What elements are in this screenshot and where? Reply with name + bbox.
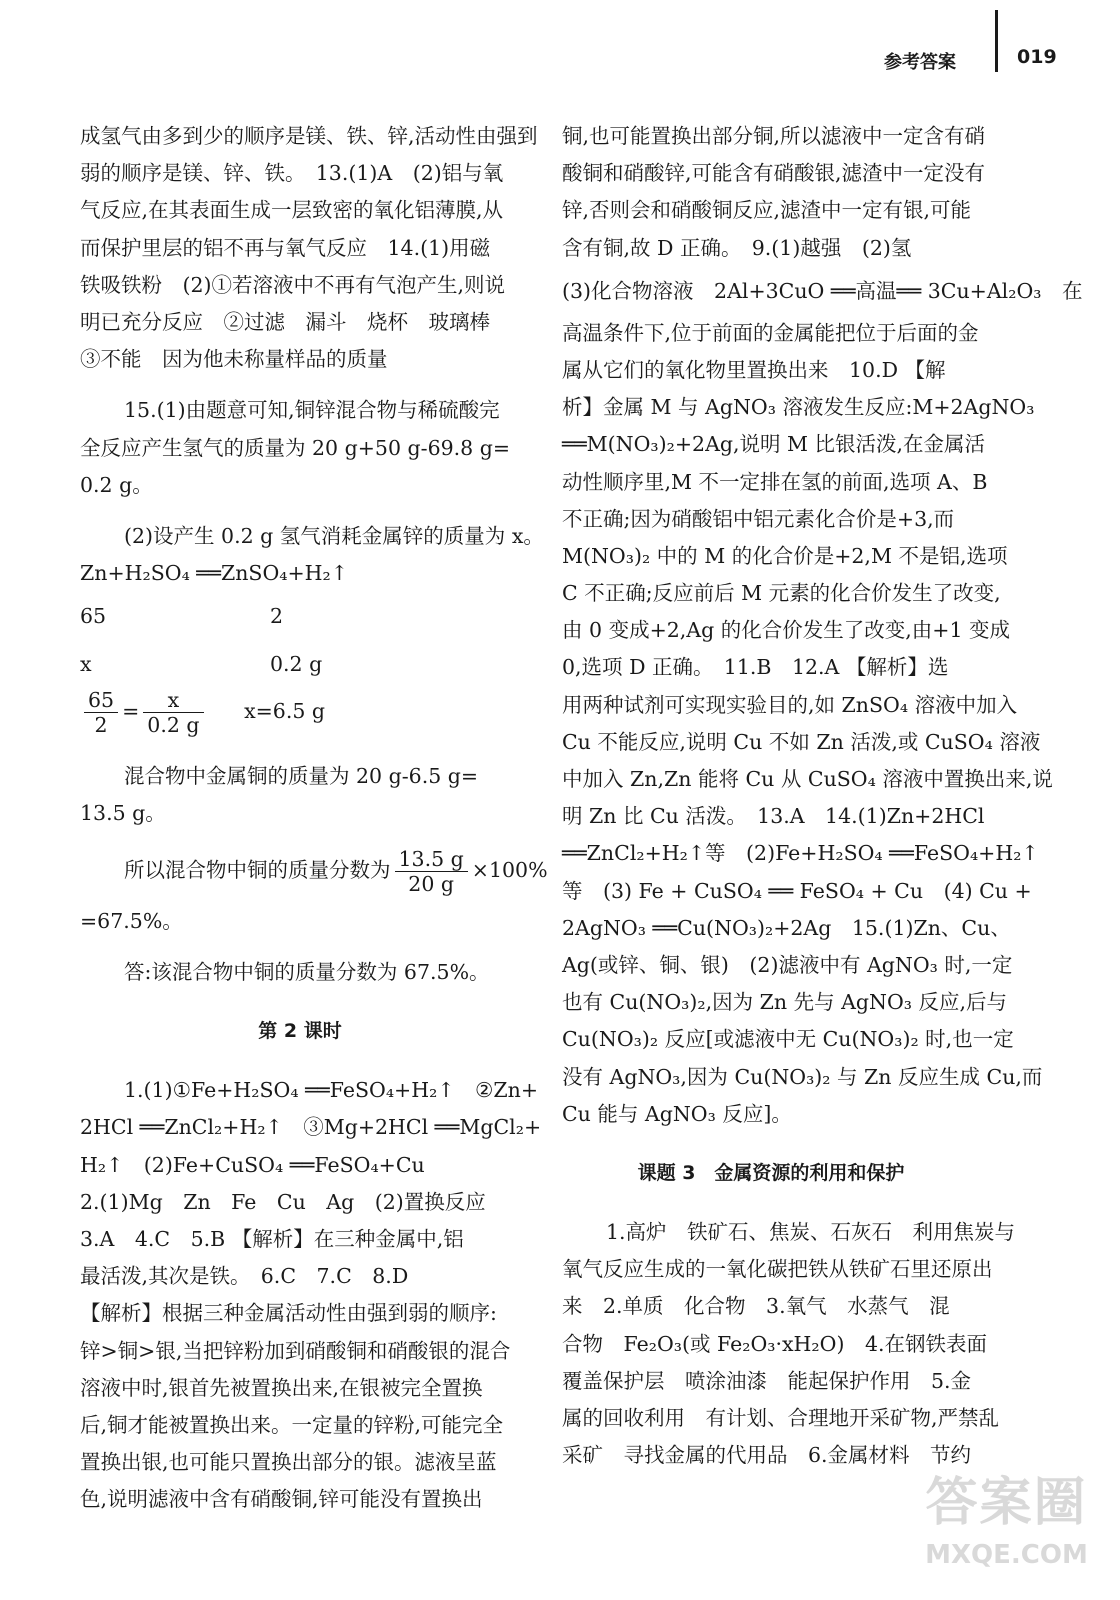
text-line: 用两种试剂可实现实验目的,如 ZnSO₄ 溶液中加入: [562, 692, 1018, 717]
ratio-value: 0.2 g: [270, 652, 323, 677]
header-title: 参考答案: [884, 52, 956, 73]
page-number: 019: [1017, 46, 1057, 68]
text-line: 不正确;因为硝酸铝中铝元素化合价是+3,而: [562, 506, 955, 531]
text-line: 也有 Cu(NO₃)₂,因为 Zn 先与 AgNO₃ 反应,后与: [562, 990, 1008, 1015]
right-column: [562, 118, 1083, 1474]
text-line: 属的回收利用 有计划、合理地开采矿物,严禁乱: [562, 1406, 1000, 1430]
ratio-value: x: [80, 652, 92, 677]
proportion-result: x=6.5 g: [244, 699, 326, 724]
text-line: 锌>铜>银,当把锌粉加到硝酸铜和硝酸银的混合: [80, 1338, 511, 1363]
text-line: 明已充分反应 ②过滤 漏斗 烧杯 玻璃棒: [80, 309, 490, 334]
section-title: 第 2 课时: [258, 1020, 342, 1042]
ratio-value: 65: [80, 604, 107, 629]
fraction: $\frac{x}{0.2 g}$: [143, 688, 203, 737]
header-divider: [995, 10, 998, 72]
text-line: 最活泼,其次是铁。 6.C 7.C 8.D: [80, 1264, 409, 1289]
text-line: 2.(1)Mg Zn Fe Cu Ag (2)置换反应: [80, 1189, 486, 1214]
text-line: 氧气反应生成的一氧化碳把铁从铁矿石里还原出: [562, 1257, 993, 1282]
text-line: 采矿 寻找金属的代用品 6.金属材料 节约: [562, 1443, 972, 1468]
text-line: 3.A 4.C 5.B 【解析】在三种金属中,铝: [80, 1226, 464, 1251]
text-line: Cu 能与 AgNO₃ 反应]。: [562, 1101, 792, 1126]
fraction: $\frac{13.5 g}{20 g}$: [395, 847, 468, 896]
text-line: 0,选项 D 正确。 11.B 12.A 【解析】选: [562, 655, 949, 680]
text-line: ══ZnCl₂+H₂↑等 (2)Fe+H₂SO₄ ══FeSO₄+H₂↑: [562, 841, 1039, 866]
watermark-logo: [904, 1468, 1109, 1588]
text-line: C 不正确;反应前后 M 元素的化合价发生了改变,: [562, 581, 1001, 606]
text: ×100%: [471, 857, 548, 882]
text-line: H₂↑ (2)Fe+CuSO₄ ══FeSO₄+Cu: [80, 1152, 425, 1177]
text-line: 15.(1)由题意可知,铜锌混合物与稀硫酸完: [124, 398, 500, 423]
text-line: 析】金属 M 与 AgNO₃ 溶液发生反应:M+2AgNO₃: [562, 395, 1035, 420]
ratio-value: 2: [270, 604, 284, 629]
text-line: 高温条件下,位于前面的金属能把位于后面的金: [562, 320, 979, 345]
text-line: 13.5 g。: [80, 801, 166, 826]
text-line: 覆盖保护层 喷涂油漆 能起保护作用 5.金: [562, 1368, 972, 1393]
watermark-text: 答案圈: [925, 1473, 1088, 1533]
text-line: 弱的顺序是镁、锌、铁。 13.(1)A (2)铝与氧: [80, 161, 504, 186]
text-line: 气反应,在其表面生成一层致密的氧化铝薄膜,从: [80, 198, 504, 223]
text-line: 后,铜才能被置换出来。一定量的锌粉,可能完全: [80, 1412, 504, 1437]
text-line: 色,说明滤液中含有硝酸铜,锌可能没有置换出: [80, 1487, 483, 1512]
text-line: 1.高炉 铁矿石、焦炭、石灰石 利用焦炭与: [606, 1220, 1016, 1245]
text-line: Ag(或锌、铜、银) (2)滤液中有 AgNO₃ 时,一定: [562, 952, 1013, 977]
proportion: [80, 688, 520, 744]
text-line: 属从它们的氧化物里置换出来 10.D 【解: [562, 357, 946, 382]
section-title: 课题 3 金属资源的利用和保护: [637, 1161, 905, 1184]
text-line: M(NO₃)₂ 中的 M 的化合价是+2,M 不是铝,选项: [562, 543, 1008, 568]
text-line: ③不能 因为他未称量样品的质量: [80, 347, 388, 372]
ratio-row: [80, 592, 520, 640]
text-line: (2)设产生 0.2 g 氢气消耗金属锌的质量为 x。: [124, 523, 544, 548]
text-line: 【解析】根据三种金属活动性由强到弱的顺序:: [80, 1301, 497, 1326]
text-line: 等 (3) Fe + CuSO₄ ══ FeSO₄ + Cu (4) Cu +: [562, 878, 1032, 903]
left-column: [80, 118, 548, 1518]
text-line: 铁吸铁粉 (2)①若溶液中不再有气泡产生,则说: [80, 272, 506, 297]
ratio-row: [80, 640, 520, 688]
text-line: 由 0 变成+2,Ag 的化合价发生了改变,由+1 变成: [562, 618, 1011, 643]
text-line: ══M(NO₃)₂+2Ag,说明 M 比银活泼,在金属活: [562, 432, 986, 457]
text-line: 全反应产生氢气的质量为 20 g+50 g-69.8 g=: [80, 435, 511, 460]
fraction-line: [80, 846, 548, 903]
text-line: 溶液中时,银首先被置换出来,在银被完全置换: [80, 1375, 483, 1400]
text-line: 置换出银,也可能只置换出部分的银。滤液呈蓝: [80, 1450, 497, 1475]
text-line: 锌,否则会和硝酸铜反应,滤渣中一定有银,可能: [562, 198, 972, 223]
text-line: 而保护里层的铝不再与氧气反应 14.(1)用磁: [80, 235, 491, 260]
text-line: 2HCl ══ZnCl₂+H₂↑ ③Mg+2HCl ══MgCl₂+: [80, 1115, 542, 1140]
text-line: (3)化合物溶液 2Al+3CuO ══高温══ 3Cu+Al₂O₃ 在: [562, 278, 1083, 303]
equals-sign: =: [122, 699, 140, 724]
text-line: 酸铜和硝酸锌,可能含有硝酸银,滤渣中一定没有: [562, 161, 986, 186]
text-line: 合物 Fe₂O₃(或 Fe₂O₃·xH₂O) 4.在钢铁表面: [562, 1331, 988, 1356]
text-line: 2AgNO₃ ══Cu(NO₃)₂+2Ag 15.(1)Zn、Cu、: [562, 915, 1011, 940]
text-line: 中加入 Zn,Zn 能将 Cu 从 CuSO₄ 溶液中置换出来,说: [562, 767, 1053, 791]
text-line: =67.5%。: [80, 908, 183, 933]
text-line: 混合物中金属铜的质量为 20 g-6.5 g=: [124, 764, 479, 789]
text-line: 来 2.单质 化合物 3.氧气 水蒸气 混: [562, 1294, 950, 1319]
text-line: 成氢气由多到少的顺序是镁、铁、锌,活动性由强到: [80, 124, 538, 148]
watermark-url: MXQE.COM: [925, 1540, 1088, 1570]
text-line: 1.(1)①Fe+H₂SO₄ ══FeSO₄+H₂↑ ②Zn+: [124, 1078, 539, 1103]
text-line: 没有 AgNO₃,因为 Cu(NO₃)₂ 与 Zn 反应生成 Cu,而: [562, 1064, 1043, 1089]
answer-line: 答:该混合物中铜的质量分数为 67.5%。: [124, 959, 490, 984]
text: 所以混合物中铜的质量分数为: [124, 857, 391, 882]
text-line: Cu(NO₃)₂ 反应[或滤液中无 Cu(NO₃)₂ 时,也一定: [562, 1027, 1014, 1052]
text-line: Cu 不能反应,说明 Cu 不如 Zn 活泼,或 CuSO₄ 溶液: [562, 729, 1041, 754]
chemical-equation: Zn+H₂SO₄ ══ZnSO₄+H₂↑: [80, 561, 348, 586]
fraction: $\frac{65}{2}$: [84, 688, 118, 737]
text-line: 0.2 g。: [80, 472, 153, 497]
text-line: 铜,也可能置换出部分铜,所以滤液中一定含有硝: [562, 124, 986, 148]
text-line: 动性顺序里,M 不一定排在氢的前面,选项 A、B: [562, 469, 988, 494]
text-line: 明 Zn 比 Cu 活泼。 13.A 14.(1)Zn+2HCl: [562, 804, 985, 829]
text-line: 含有铜,故 D 正确。 9.(1)越强 (2)氢: [562, 235, 912, 260]
